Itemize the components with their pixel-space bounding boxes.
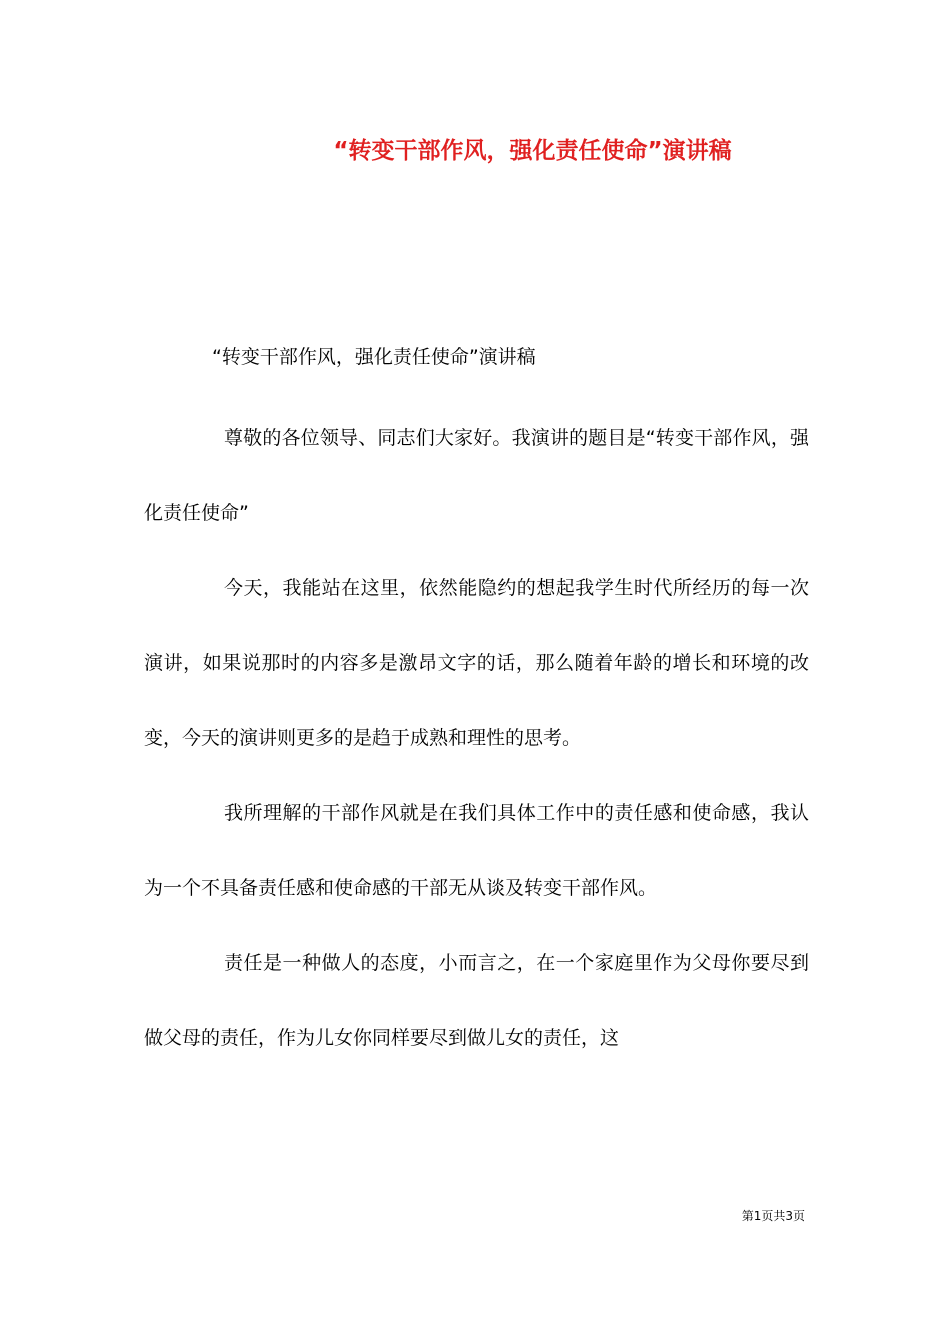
document-body — [144, 401, 809, 1076]
document-subtitle: “转变干部作风，强化责任使命”演讲稿 — [212, 346, 536, 368]
paragraph-greeting: 尊敬的各位领导、同志们大家好。我演讲的题目是“转变干部作风，强化责任使命” — [144, 427, 809, 524]
document-title: “转变干部作风，强化责任使命”演讲稿 — [333, 138, 732, 164]
page-number-footer: 第1页共3页 — [741, 1209, 805, 1223]
paragraph-responsibility: 责任是一种做人的态度，小而言之，在一个家庭里作为父母你要尽到做父母的责任，作为儿女你同样要尽到做儿女的责任，这 — [144, 952, 809, 1049]
paragraph-understanding: 我所理解的干部作风就是在我们具体工作中的责任感和使命感，我认为一个不具备责任感和使命感的干部无从谈及转变干部作风。 — [144, 802, 809, 899]
paragraph-memory: 今天，我能站在这里，依然能隐约的想起我学生时代所经历的每一次演讲，如果说那时的内容多是激昂文字的话，那么随着年龄的增长和环境的改变，今天的演讲则更多的是趋于成熟和理性的思考。 — [144, 577, 809, 749]
